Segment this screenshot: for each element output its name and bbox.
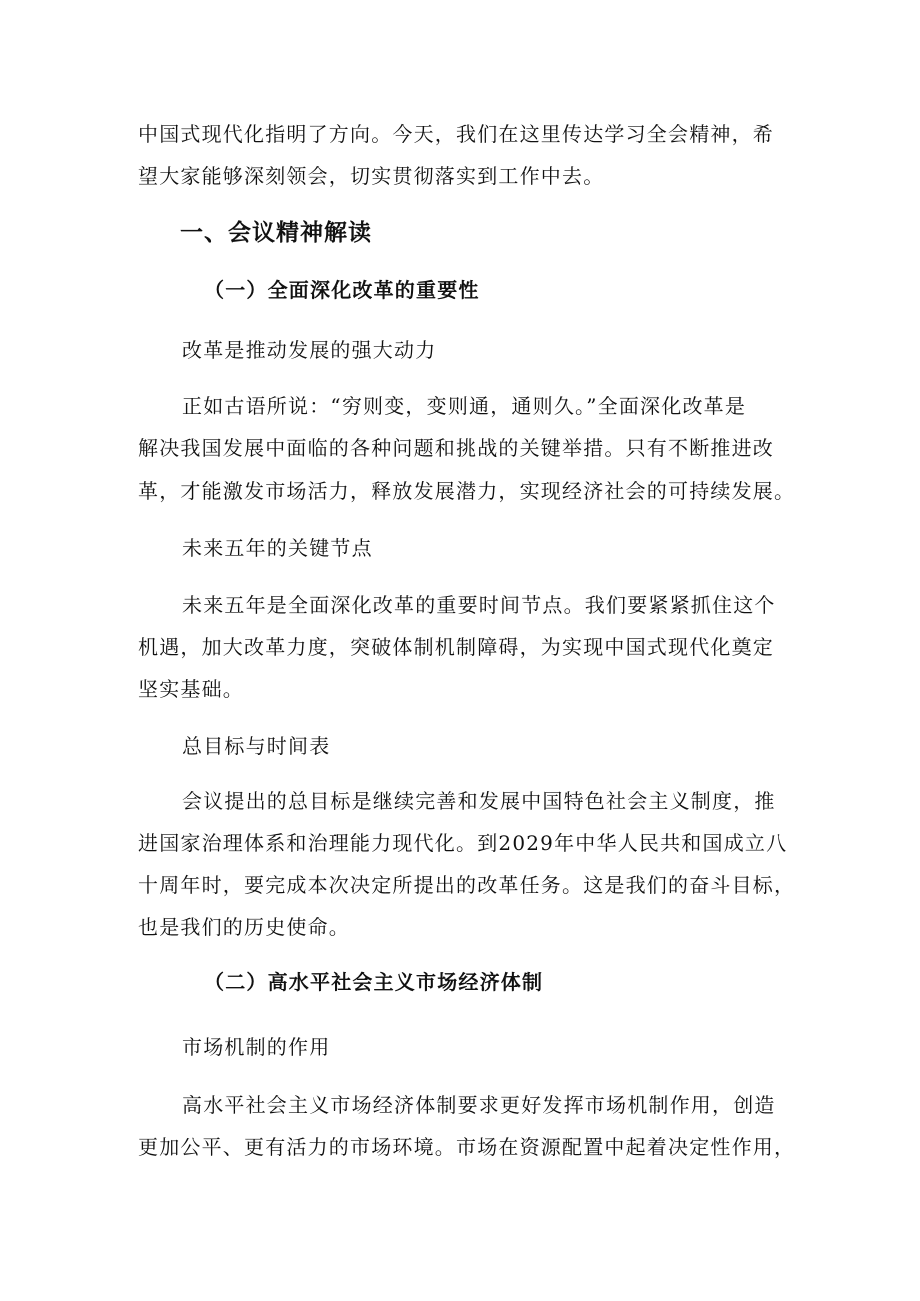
body-line: 未来五年是全面深化改革的重要时间节点。我们要紧紧抓住这个 [182,593,776,617]
topic-title-goal-timeline: 总目标与时间表 [182,734,331,758]
body-line: 会议提出的总目标是继续完善和发展中国特色社会主义制度，推 [182,789,776,813]
topic-title-reform-power: 改革是推动发展的强大动力 [182,338,437,362]
body-line: 正如古语所说：“穷则变，变则通，通则久。”全面深化改革是 [182,394,747,418]
topic-title-five-years: 未来五年的关键节点 [182,536,373,560]
body-line: 进国家治理体系和治理能力现代化。到2029年中华人民共和国成立八 [138,831,788,855]
subsection-heading-2: （二）高水平社会主义市场经济体制 [204,970,544,994]
topic-title-market-mechanism: 市场机制的作用 [182,1035,331,1059]
body-line: 机遇，加大改革力度，突破体制机制障碍，为实现中国式现代化奠定 [138,635,774,659]
subsection-heading-1: （一）全面深化改革的重要性 [204,278,480,302]
body-line: 高水平社会主义市场经济体制要求更好发挥市场机制作用，创造 [182,1093,776,1117]
body-line: 革，才能激发市场活力，释放发展潜力，实现经济社会的可持续发展。 [138,479,796,503]
intro-line-2: 望大家能够深刻领会，切实贯彻落实到工作中去。 [138,164,605,188]
body-line: 十周年时，要完成本次决定所提出的改革任务。这是我们的奋斗目标， [138,873,796,897]
body-line: 更加公平、更有活力的市场环境。市场在资源配置中起着决定性作用， [138,1135,796,1159]
body-line: 坚实基础。 [138,677,244,701]
body-line: 解决我国发展中面临的各种问题和挑战的关键举措。只有不断推进改 [138,436,774,460]
intro-line-1: 中国式现代化指明了方向。今天，我们在这里传达学习全会精神，希 [138,122,774,146]
section-heading-1: 一、会议精神解读 [180,220,372,246]
body-line: 也是我们的历史使命。 [138,915,350,939]
